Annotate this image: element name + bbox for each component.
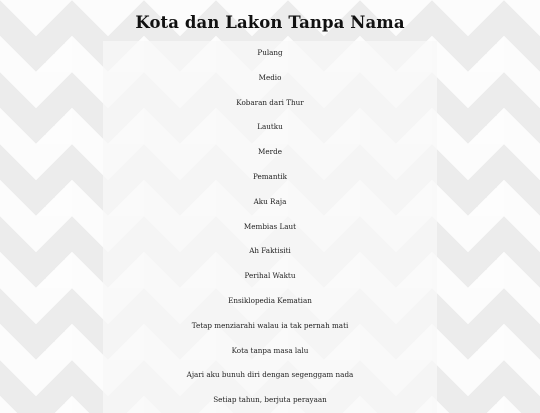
list-item[interactable]: Ajari aku bunuh diri dengan segenggam nada bbox=[186, 370, 354, 380]
list-item[interactable]: Pemantik bbox=[252, 171, 288, 181]
poem-list bbox=[103, 41, 437, 413]
list-item[interactable]: Kobaran dari Thur bbox=[236, 97, 304, 107]
list-item[interactable]: Setiap tahun, berjuta perayaan bbox=[213, 395, 327, 405]
list-item[interactable]: Kota tanpa masa lalu bbox=[231, 345, 309, 355]
list-item[interactable]: Medio bbox=[258, 72, 282, 82]
list-item[interactable]: Aku Raja bbox=[253, 196, 287, 206]
list-item[interactable]: Merde bbox=[258, 147, 282, 157]
list-item[interactable]: Membias Laut bbox=[243, 221, 297, 231]
list-item[interactable]: Pulang bbox=[257, 48, 283, 57]
list-item[interactable]: Ah Faktisiti bbox=[249, 246, 291, 256]
list-item[interactable]: Ensiklopedia Kematian bbox=[228, 295, 312, 305]
list-item[interactable]: Lautku bbox=[257, 122, 283, 132]
list-item[interactable]: Perihal Waktu bbox=[244, 271, 296, 281]
page-title: Kota dan Lakon Tanpa Nama bbox=[135, 13, 405, 32]
list-item[interactable]: Tetap menziarahi walau ia tak pernah mati bbox=[191, 320, 349, 330]
